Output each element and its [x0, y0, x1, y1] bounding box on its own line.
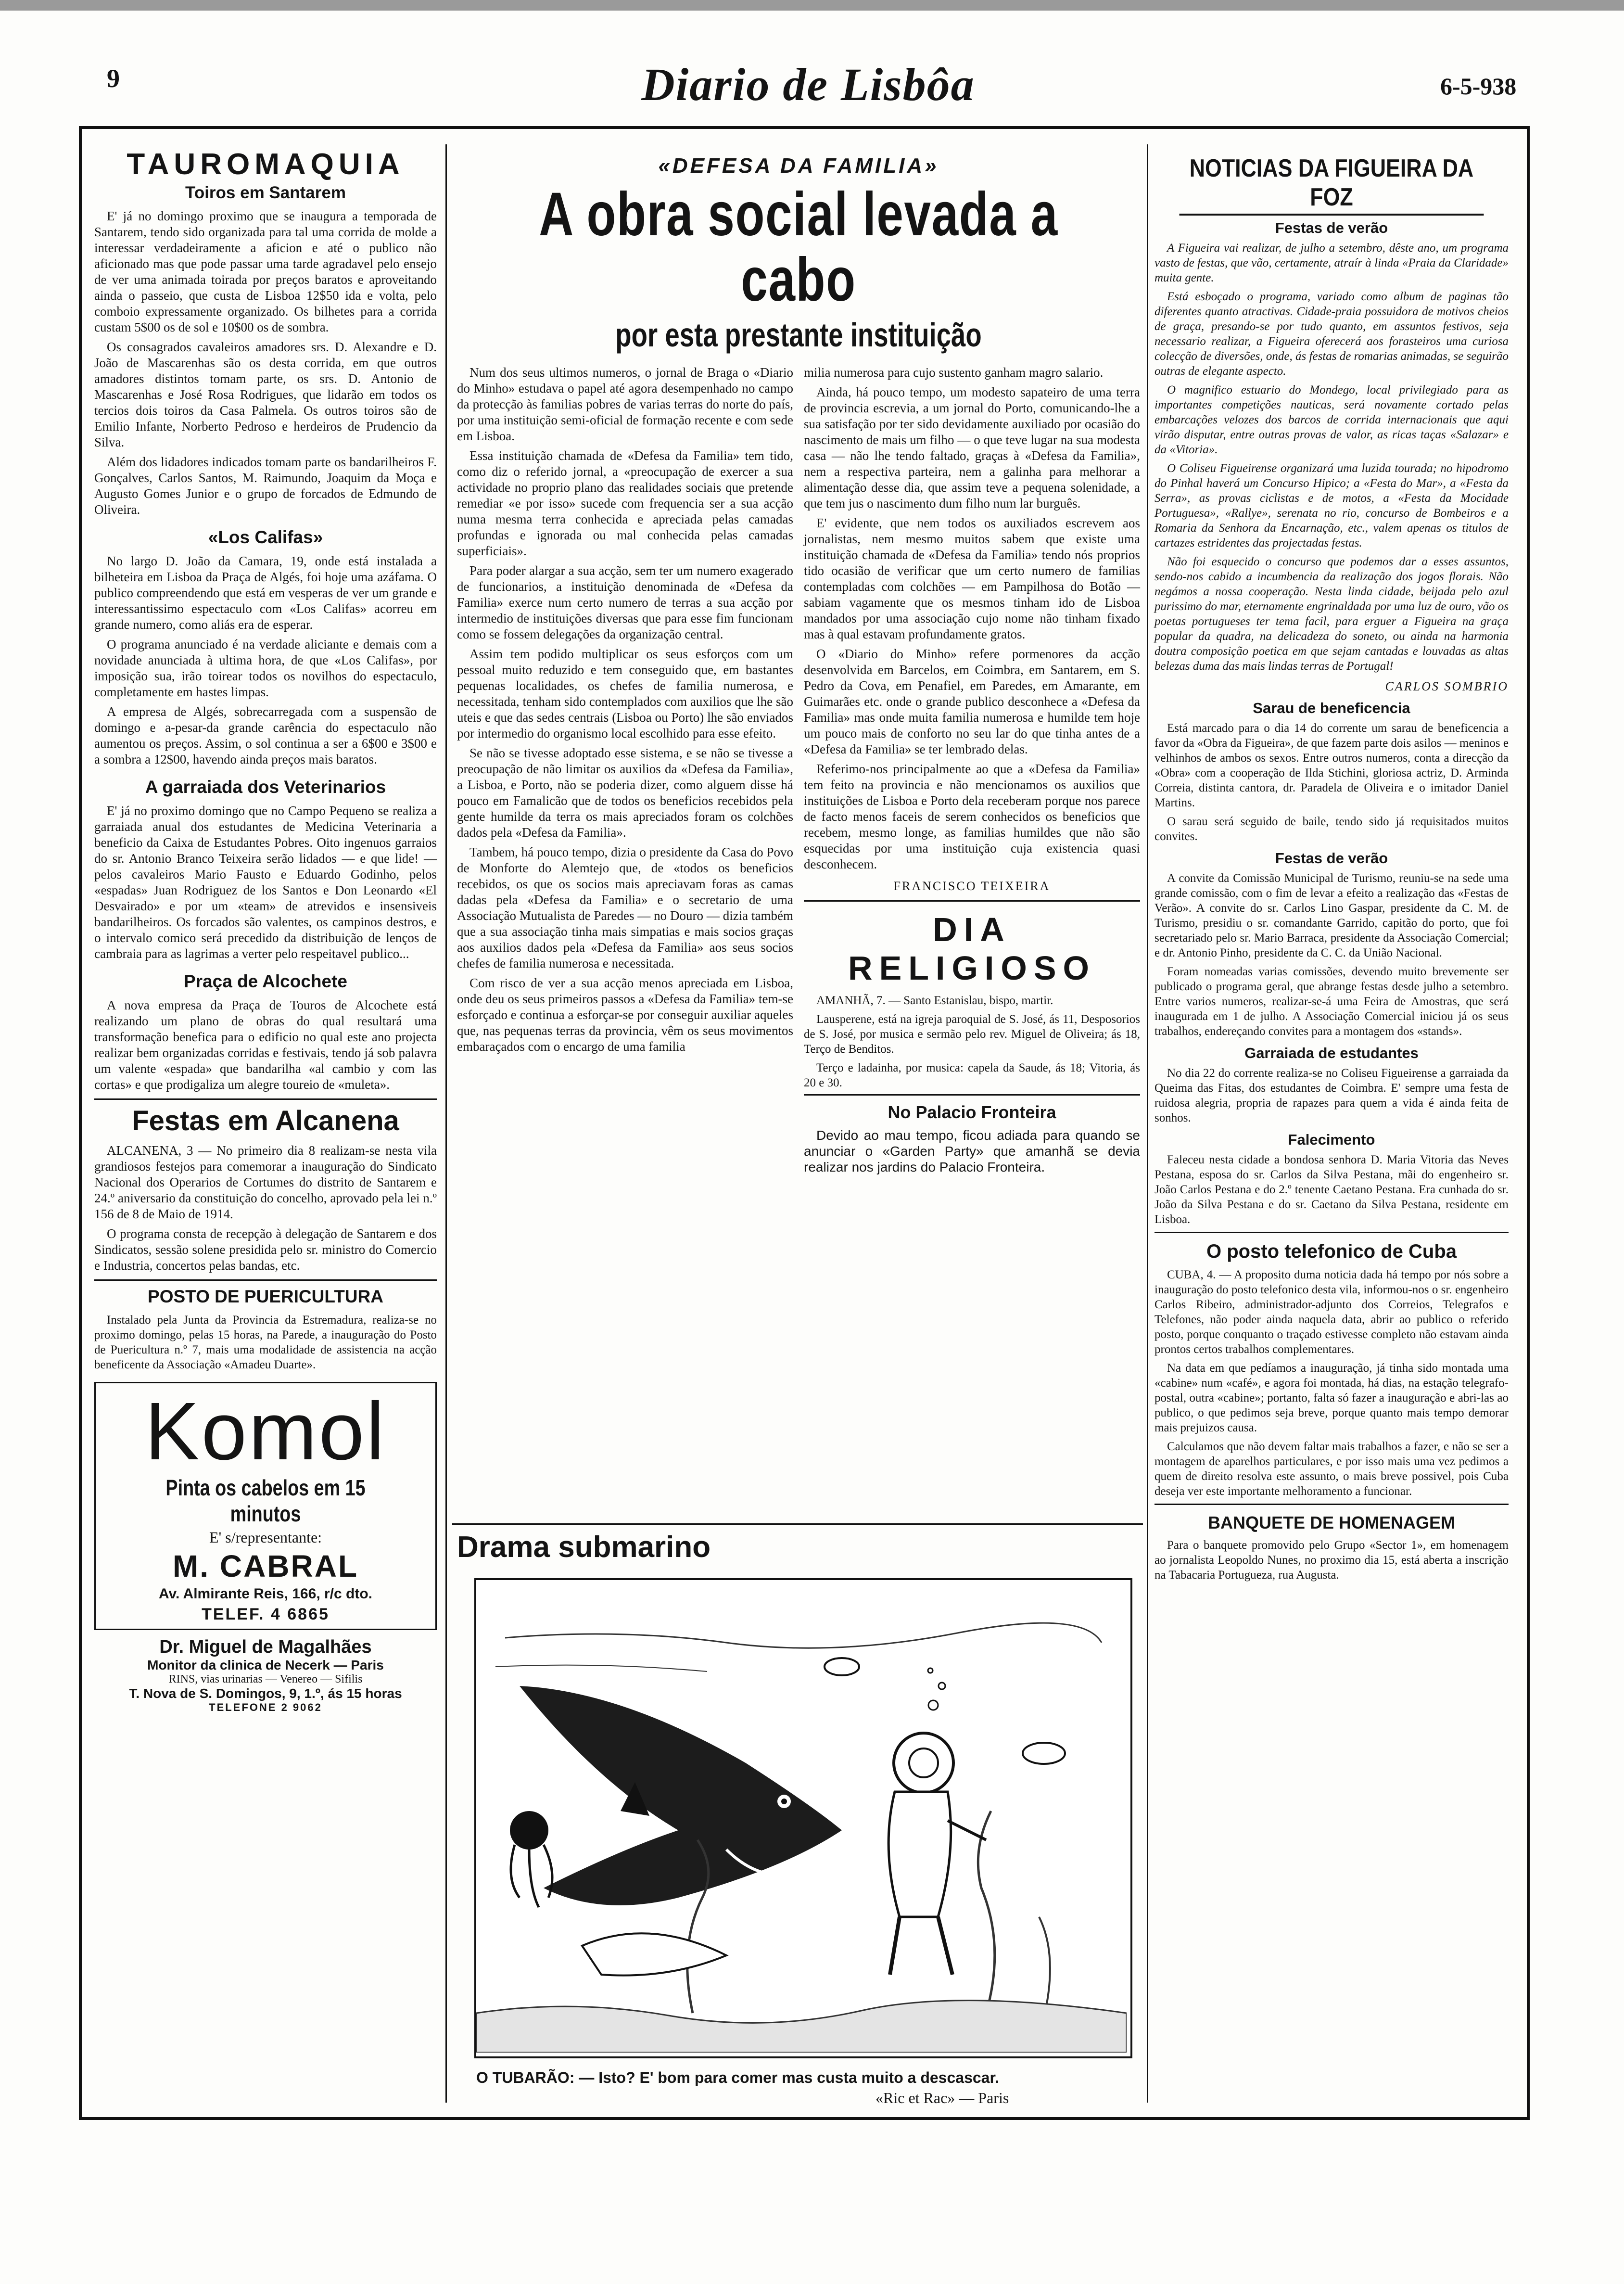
- article-paragraph: A convite da Comissão Municipal de Turismo, reuniu-se na sede uma grande comissão, com o fim de levar a efeito a realização das «Festas de Verão». A convite do sr. Carlos Lino Gaspar, presidente da C. M. de Turismo, presidiu o sr. comandante Garrido, capitão do porto, que foi secretariado pelo sr. Mario Barraca, presidente da Associação Comercial; e dr. Antonio Pinho, presidente da C. C. da União Nacional.: [1155, 872, 1509, 959]
- section-divider: [804, 900, 1140, 902]
- komol-address: Av. Almirante Reis, 166, r/c dto.: [158, 1586, 373, 1602]
- article-paragraph: O programa anunciado é na verdade aliciante e demais com a novidade anunciada à ultima hora, de que «Los Califas», por imposição sua, irão toirear todos os novilhos do espectaculo, completamente em hastes limpas.: [94, 637, 437, 699]
- column-rule-right: [1147, 144, 1148, 2103]
- section-divider: [1155, 1232, 1509, 1233]
- article-paragraph: E' evidente, que nem todos os auxiliados escrevem aos jornalistas, nem mesmo muitos sabem que existe uma instituição chamada de «Defesa da Familia» tendo nós proprios tido ocasião de verificar que um certo numero de familias contempladas com colchões — em Pampilhosa do Botão — sabiam vagamente que os mesmos tinham ido de Lisboa mandados por uma associação cujo nome não tinham fixado mas à qual estavam profundamente gratos.: [804, 516, 1140, 641]
- article-paragraph: Essa instituição chamada de «Defesa da Familia» tem tido, como diz o referido jornal, a «preocupação de exercer a sua actividade no proprio plano das realidades sociais que pretende remediar «e por isso» sucede com frequencia ser a sua acção numa mesma terra conhecida e apreciada pelas camadas profundas e ignorada ou mal conhecida pelas camadas superficiais».: [457, 448, 793, 558]
- tauromaquia-subheading: Toiros em Santarem: [185, 183, 346, 202]
- section-divider: [94, 1098, 437, 1100]
- article-paragraph: Está esboçado o programa, variado como album de paginas tão diferentes quanto atractivas. Cidade-praia possuidora de motivos cheios de graça, presando-se por tudo quanto, em assuntos festivos, seja necessario realizar, a Figueira oferecerá aos forasteiros uma curiosa colecção de diversões, onde, ás festas de romarias animadas, se seguirão outras de elegante aspecto.: [1155, 290, 1509, 378]
- article-paragraph: CUBA, 4. — A proposito duma noticia dada há tempo por nós sobre a inauguração do posto telefonico desta vila, informou-nos o sr. engenheiro Carlos Ribeiro, administrador-adjunto dos Correios, Telegrafos e Telefones, não poder ainda naquela data, abrir ao publico o referido posto, porque conquanto o traçado estivesse completo não estavam ainda prontos certos trabalhos complementares.: [1155, 1268, 1509, 1356]
- article-paragraph: milia numerosa para cujo sustento ganham magro salario.: [804, 365, 1104, 380]
- article-paragraph: Ainda, há pouco tempo, um modesto sapateiro de uma terra de provincia escrevia, a um jornal do Porto, comunicando-lhe a sua satisfação por ter sido devidamente auxiliado por ocasião do nascimento de mais um filho — o que teve lugar na sua modesta casa — não lhe tendo faltado, graças à «Defesa da Familia», nem a respectiva parteira, nem a galinha para melhorar a alimentação desse dia, que assim teve a pequena solenidade, a que tem jus o nascimento dum filho num lar burguês.: [804, 385, 1140, 510]
- familia-deck: por esta prestante instituição: [615, 316, 982, 354]
- familia-right-column: [804, 365, 1140, 1179]
- doctor-line-3: T. Nova de S. Domingos, 9, 1.º, ás 15 horas: [129, 1686, 402, 1701]
- article-paragraph: No largo D. João da Camara, 19, onde está instalada a bilheteira em Lisboa da Praça de Algés, foi hoje uma azáfama. O publico compreendendo que está em vesperas de ver um grande e interessantissimo espectaculo com «Los Califas» acorreu em grande numero, como aliás era de esperar.: [94, 554, 437, 632]
- article-paragraph: ALCANENA, 3 — No primeiro dia 8 realizam-se nesta vila grandiosos festejos para comemorar a inauguração do Sindicato Nacional dos Operarios de Cortumes do distrito de Santarem e 24.º aniversario da constituição do concelho, aprovado pela lei n.º 156 de 8 de Maio de 1914.: [94, 1143, 437, 1221]
- article-paragraph: Lausperene, está na igreja paroquial de S. José, ás 11, Desposorios de S. José, por musica e sermão pelo rev. Miguel de Oliveira; ás 18, Terço de Benditos.: [804, 1013, 1140, 1056]
- cartoon-credit: «Ric et Rac» — Paris: [875, 2089, 1009, 2106]
- article-paragraph: O Coliseu Figueirense organizará uma luzida tourada; no hipodromo do Pinhal haverá um Concurso Hipico; a «Festa do Mar», a «Festa da Serra», as provas ciclistas e de motos, a «Festa da Mocidade Portuguesa», «Rallye», serenata no rio, concurso de Bombeiros e a Romaria da Senhora da Encarnação, etc., valem apenas os titulos de cartazes estridentes das projectadas festas.: [1155, 462, 1509, 549]
- article-paragraph: A nova empresa da Praça de Touros de Alcochete está realizando um plano de obras do qual resultará uma transformação benefica para o edificio no qual este ano projecta realizar bem organizadas corridas e festivais, tendo já sob palavra um valente «espada» que bandarilha «al cambio y com las cortas» e que prodigaliza um alegre toureio de «muleta».: [94, 998, 437, 1092]
- article-paragraph: Está marcado para o dia 14 do corrente um sarau de beneficencia a favor da «Obra da Figueira», de que fazem parte dois asilos — meninos e velhinhos de ambos os sexos. Entre outros numeros, conta a direcção da «Obra» com a cooperação de Ilda Stichini, gloriosa actriz, D. Arminda Correia, distinta cantora, dr. Paradela de Oliveira e o imitador Daniel Martins.: [1155, 722, 1509, 809]
- left-column: [94, 147, 437, 2101]
- article-paragraph: O «Diario do Minho» refere pormenores da acção desenvolvida em Barcelos, em Coimbra, em Santarem, em S. Pedro da Cova, em Penafiel, em Paredes, em Amarante, em Guimarães etc. onde o grande publico desconhece a «Defesa da Familia» mas onde muita familia numerosa e humilde tem hoje um pouco mais de conforto no seu lar do que tinha antes de a «Defesa da Familia» se ter lembrado delas.: [804, 647, 1140, 756]
- section-divider: [452, 1523, 1143, 1525]
- doctor-line-2: RINS, vias urinarias — Venereo — Sifilis: [168, 1673, 363, 1685]
- alcanena-heading: Festas em Alcanena: [132, 1105, 399, 1136]
- article-paragraph: Calculamos que não devem faltar mais trabalhos a fazer, e não se ser a montagem de aparelhos particulares, e por isso mais uma vez pedimos a quem de direito resolva este assunto, o mais breve possivel, pois Cuba deseja ver este importante melhoramento a funcionar.: [1155, 1440, 1509, 1498]
- article-paragraph: Além dos lidadores indicados tomam parte os bandarilheiros F. Gonçalves, Carlos Santos, M. Raimundo, Joaquim da Moça e Augusto Gomes Junior e o grupo de forcados de Edmundo de Oliveira.: [94, 455, 437, 517]
- familia-byline: FRANCISCO TEIXEIRA: [893, 879, 1051, 893]
- cartoon-illustration: [476, 1580, 1127, 2053]
- komol-phone: TELEF. 4 6865: [202, 1605, 330, 1623]
- garraiada-heading: A garraiada dos Veterinarios: [145, 777, 386, 797]
- submarine-cartoon: [474, 1578, 1132, 2058]
- doctor-line-1: Monitor da clinica de Necerk — Paris: [147, 1658, 384, 1672]
- festas-verao-2-heading: Festas de verão: [1275, 850, 1388, 867]
- article-paragraph: A empresa de Algés, sobrecarregada com a suspensão de domingo e a-pesar-da grande carência do espectaculo não aumentou os preços. Assim, o sol continua a ser a 6$00 e 3$00 e a sombra a 12$00, havendo ainda preços mais baratos.: [94, 704, 437, 766]
- article-paragraph: Faleceu nesta cidade a bondosa senhora D. Maria Vitoria das Neves Pestana, esposa do sr. Carlos da Silva Pestana, mãi do engenheiro sr. João Carlos Pestana e do 2.º tenente Caetano Pestana. Era cunhada do sr. João da Silva Pestana e do sr. Caetano da Silva Pestana, residente em Lisboa.: [1155, 1153, 1509, 1226]
- article-paragraph: No dia 22 do corrente realiza-se no Coliseu Figueirense a garraiada da Queima das Fitas, dos estudantes de Coimbra. E' sempre uma festa de ruidosa alegria, propria de rapazes para quem a vida é ainda feita de sonhos.: [1155, 1067, 1509, 1124]
- article-paragraph: E' já no domingo proximo que se inaugura a temporada de Santarem, tendo sido organizada para tal uma corrida de molde a interessar verdadeiramente a aficion e até o publico não aficionado mas que pode passar uma tarde agradavel pelo ensejo de ver uma animada toirada por preços baratos e aproveitando ainda o passeio, que custa de Lisboa 12$50 ida e volta, pelo comboio expressamente organizado. Os bilhetes para a corrida custam 5$00 os de sol e 10$00 os de sombra.: [94, 209, 437, 334]
- article-paragraph: AMANHÃ, 7. — Santo Estanislau, bispo, martir.: [816, 994, 1053, 1007]
- doctor-advertisement: [94, 1637, 437, 1714]
- figueira-heading: NOTICIAS DA FIGUEIRA DA FOZ: [1180, 154, 1484, 216]
- puericultura-heading: POSTO DE PUERICULTURA: [148, 1287, 383, 1306]
- article-paragraph: Instalado pela Junta da Provincia da Estremadura, realiza-se no proximo domingo, pelas 15 horas, na Parede, a inauguração do Posto de Puericultura n.º 7, mais uma modalidade de assistencia na acção beneficente da Associação «Amadeu Duarte».: [94, 1314, 437, 1371]
- banquete-heading: BANQUETE DE HOMENAGEM: [1207, 1513, 1456, 1532]
- section-divider: [94, 1279, 437, 1281]
- article-paragraph: Terço e ladainha, por musica: capela da Saude, ás 18; Vitoria, ás 20 e 30.: [804, 1061, 1140, 1089]
- alcochete-heading: Praça de Alcochete: [183, 971, 347, 991]
- familia-kicker: «DEFESA DA FAMILIA»: [658, 154, 939, 178]
- article-paragraph: Num dos seus ultimos numeros, o jornal de Braga o «Diario do Minho» estudava o papel até agora desempenhado no campo da protecção às familias pobres de varias terras do norte do país, por uma instituição semi-oficial de formação recente e com sede em Lisboa.: [457, 365, 793, 443]
- section-divider: [804, 1094, 1140, 1096]
- newspaper-title: Diario de Lisbôa: [641, 59, 975, 110]
- article-paragraph: O sarau será seguido de baile, tendo sido já requisitados muitos convites.: [1155, 815, 1509, 843]
- festas-verao-heading: Festas de verão: [1275, 219, 1388, 236]
- article-paragraph: E' já no proximo domingo que no Campo Pequeno se realiza a garraiada anual dos estudantes de Medicina Veterinaria a beneficio da Caixa de Estudantes Pobres. Oito ingenuos garraios do sr. Antonio Branco Teixeira serão lidados — e que lide! — pelos cavaleiros Mario Fausto e Eduardo Godinho, pelos «espadas» Juan Rodriguez de los Santos e Don Leonardo «El Desvairado» e por um «team» de atrevidos e insensiveis bandarilheiros. Os forcados são valentes, os campinos destros, e o intervalo comico será precedido da distribuição de lenços de cambraia para as lagrimas a verter pelo respeitavel publico...: [94, 804, 437, 961]
- komol-brand: Komol: [145, 1386, 386, 1477]
- falecimento-heading: Falecimento: [1288, 1131, 1375, 1148]
- doctor-name: Dr. Miguel de Magalhães: [159, 1637, 372, 1657]
- article-paragraph: Foram nomeadas varias comissões, devendo muito brevemente ser publicado o programa geral, que abrange festas desde julho a setembro. Entre varios numeros, realizar-se-á uma Feira de Amostras, que será inaugurada em 1 de julho. A Associação Comercial iniciou já os seus trabalhos, endereçando convites para a montagem dos «stands».: [1155, 965, 1509, 1038]
- garraiada-estudantes-heading: Garraiada de estudantes: [1244, 1045, 1419, 1061]
- article-paragraph: Para o banquete promovido pelo Grupo «Sector 1», em homenagem ao jornalista Leopoldo Nunes, no proximo dia 15, está aberta a inscrição na Tabacaria Portugueza, rua Augusta.: [1155, 1539, 1509, 1582]
- article-paragraph: Assim tem podido multiplicar os seus esforços com um pessoal muito reduzido e tem conseguido que, em bastantes pequenas localidades, os chefes de familia numerosa, e necessitada, tenham sido contemplados com auxilios que lhe são uteis e que das sedes centrais (Lisboa ou Porto) lhe são enviados por intermedio do organismo local escolhido para esse efeito.: [457, 647, 793, 740]
- article-paragraph: O programa consta de recepção à delegação de Santarem e dos Sindicatos, sessão solene presidida pelo sr. ministro do Comercio e Industria, concertos pelas bandas, etc.: [94, 1226, 437, 1273]
- section-divider: [1155, 1504, 1509, 1505]
- komol-tagline: Pinta os cabelos em 15 minutos: [165, 1475, 366, 1526]
- cartoon-caption: O TUBARÃO: — Isto? E' bom para comer mas custa muito a descascar.: [476, 2069, 1000, 2086]
- page-top-edge: [0, 0, 1624, 11]
- familia-left-column: [457, 365, 793, 1179]
- dia-religioso-heading: DIA RELIGIOSO: [848, 911, 1096, 987]
- komol-rep-name: M. CABRAL: [172, 1549, 359, 1583]
- article-paragraph: Devido ao mau tempo, ficou adiada para quando se anunciar o «Garden Party» que amanhã se devia realizar nos jardins do Palacio Fronteira.: [804, 1128, 1140, 1174]
- fronteira-heading: No Palacio Fronteira: [888, 1102, 1056, 1122]
- article-paragraph: Com risco de ver a sua acção menos apreciada em Lisboa, onde deu os seus primeiros passos a «Defesa da Familia» tem-se esforçado e continua a esforçar-se por conseguir auxiliar aqueles que, nas pequenas terras da provincia, vêm os seus movimentos embaraçados com o encargo de uma familia: [457, 976, 793, 1054]
- article-paragraph: A Figueira vai realizar, de julho a setembro, dêste ano, um programa vasto de festas, que vão, certamente, atraír à linda «Praia da Claridade» muita gente.: [1155, 242, 1509, 284]
- article-paragraph: Para poder alargar a sua acção, sem ter um numero exagerado de funcionarios, a instituição denominada de «Defesa da Familia» exerce num certo numero de terras a sua acção por intermedio de instituições diversas que para esse fim funcionam como se fossem delegações da organização central.: [457, 563, 793, 641]
- sarau-heading: Sarau de beneficencia: [1253, 700, 1410, 716]
- tauromaquia-heading: TAUROMAQUIA: [127, 148, 405, 181]
- issue-date: 6-5-938: [1440, 73, 1517, 100]
- doctor-phone: TELEFONE 2 9062: [209, 1701, 322, 1713]
- center-column: [457, 154, 1140, 1530]
- komol-advertisement: [94, 1382, 437, 1630]
- article-paragraph: Se não se tivesse adoptado esse sistema, e se não se tivesse a preocupação de não limitar os auxilios da «Defesa da Familia», a Lisboa, e Porto, não se poderia dizer, como alguem disse há pouco em Famalicão que de todos os beneficios recebidos pela gente humilde da terra os mais apreciados foram os colchões dados pela «Defesa da Familia».: [457, 746, 793, 840]
- cuba-heading: O posto telefonico de Cuba: [1206, 1241, 1457, 1262]
- califas-heading: «Los Califas»: [208, 527, 323, 547]
- komol-rep-label: E' s/representante:: [209, 1529, 322, 1546]
- figueira-signature: CARLOS SOMBRIO: [1385, 679, 1509, 693]
- article-paragraph: Os consagrados cavaleiros amadores srs. D. Alexandre e D. João de Mascarenhas são os desta corrida, em que outros amadores distintos tomam parte, os srs. D. Antonio de Mascarenhas e José Rosa Rodrigues, que lidarão em todos os tercios dois toiros da Casa Palmela. Os outros toiros são de Emilio Infante, Norberto Pedroso e herdeiros de Prudencio da Silva.: [94, 340, 437, 449]
- familia-headline: A obra social levada a cabo: [539, 180, 1058, 314]
- article-paragraph: Não foi esquecido o concurso que podemos dar a esses assuntos, sendo-nos cabido a incumbencia da realização dos jogos florais. Não negámos a nossa cooperação. Nesta linda cidade, beijada pelo azul purissimo do mar, eternamente engrinaldada por uma luz de ouro, vão os poetas portugueses ter tema facil, para erguer a Figueira na graça popular da quadra, na delicadeza do soneto, ou ainda na harmonia doutra composição poetica em que sejam cantadas e louvadas as altas belezas duma das mais lindas terras de Portugal!: [1155, 555, 1509, 673]
- article-paragraph: Referimo-nos principalmente ao que a «Defesa da Familia» tem feito na provincia e não mencionamos os auxilios que instituições de Lisboa e Porto dela receberam porque nos parece de facto menos faceis de serem conhecidos os beneficios que recebem, mesmo longe, as familias humildes que não são esquecidas por uma instituição cuja existencia quasi desconhecem.: [804, 762, 1140, 871]
- page-number: 9: [107, 64, 120, 93]
- article-paragraph: O magnifico estuario do Mondego, local privilegiado para as importantes competições nauticas, será novamente cortado pelas embarcações velozes dos barcos de corrida internacionais que aqui virão disputar, entre outras provas de valor, as ricas taças «Salazar» e da «Vitoria».: [1155, 383, 1509, 456]
- drama-title: Drama submarino: [457, 1531, 711, 1564]
- article-paragraph: Tambem, há pouco tempo, dizia o presidente da Casa do Povo de Monforte do Alemtejo que, de «todos os beneficios recebidos, os que os socios mais apreciavam foras as camas dadas pela «Defesa da Familia» e o secretario de uma Associação Mutualista de Paredes — no Douro — dizia também que a sua associação tinha mais simpatias e mais socios graças aos auxilios dados pela «Defesa da Familia» aos seus socios chefes de familia numerosa e necessitada.: [457, 845, 793, 970]
- column-rule-left: [445, 144, 447, 2103]
- article-paragraph: Na data em que pedíamos a inauguração, já tinha sido montada uma «cabine» num «café», e agora foi montada, há dias, na estação telegrafo-postal, outra «cabine»; portanto, falta só fazer a inauguração e abri-las ao publico, o que pedimos seja breve, porque quanto mais tempo demorar mais prejuizos causa.: [1155, 1362, 1509, 1434]
- right-column: [1155, 154, 1509, 2107]
